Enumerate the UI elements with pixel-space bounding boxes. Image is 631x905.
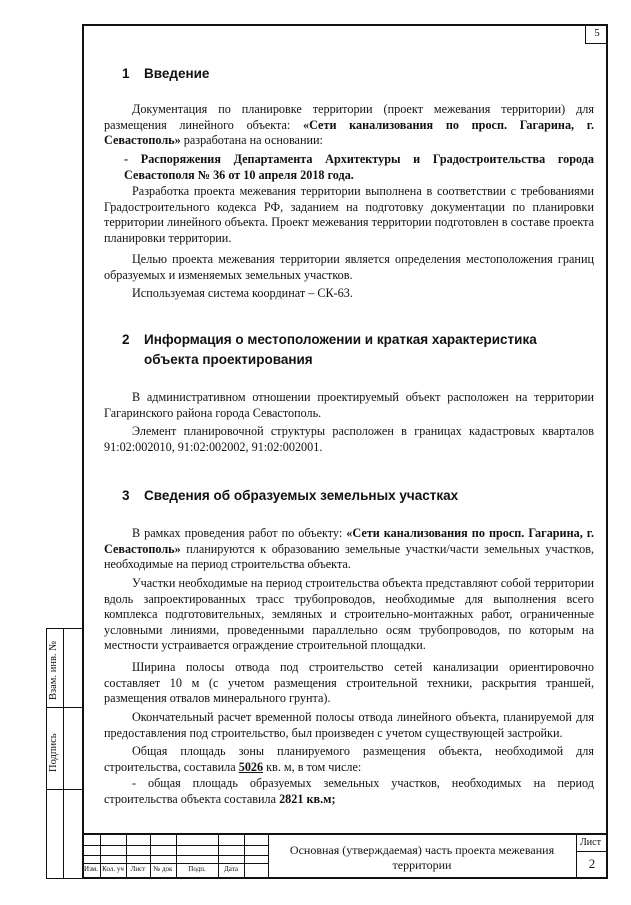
s3-paragraph-5 xyxy=(104,744,594,775)
s1-paragraph-2: Разработка проекта межевания территории выполнена в соответствии с требованиями Градостроительного кодекса РФ, заданием на подготовку документации по планировки территории линейного объекта. Проект межевания территории подготовлен в составе проекта планировки территории. xyxy=(104,184,594,245)
s3-p1-tail: планируются к образованию земельные участки/части земельных участков, необходимые на период строительства объекта. xyxy=(104,541,594,572)
s1-paragraph-1 xyxy=(104,102,594,149)
tb-col-line xyxy=(268,835,269,879)
tb-document-title: Основная (утверждаемая) часть проекта межевания территории xyxy=(289,843,555,872)
tb-col-line xyxy=(576,835,577,879)
s1-bullet: - Распоряжения Департамента Архитектуры и Градостроительства города Севастополя № 36 от 10 апреля 2018 года. xyxy=(124,152,594,182)
tb-col-label: Подп. xyxy=(188,865,206,873)
tb-row-line xyxy=(82,863,268,864)
s3-p5-area: 5026 xyxy=(238,759,264,774)
side-stamp-label-1: Взам. инв. № xyxy=(48,640,59,700)
s3-paragraph-6 xyxy=(104,776,594,807)
side-stamp-label-2: Подпись xyxy=(48,733,59,772)
tb-row-line xyxy=(82,855,268,856)
side-stamp-row-line xyxy=(47,789,82,790)
tb-col-label: Дата xyxy=(224,865,238,873)
tb-col-line xyxy=(244,835,245,879)
s3-p1-object-name: «Сети канализования по просп. Гагарина, г. Севастополь» xyxy=(104,526,594,556)
s3-p6-area: 2821 кв.м; xyxy=(279,791,336,806)
tb-col-label: Лист xyxy=(130,865,146,873)
tb-sheet-line xyxy=(576,851,608,852)
s1-paragraph-4: Используемая система координат – СК-63. xyxy=(132,286,353,300)
tb-sheet-number: 2 xyxy=(588,856,596,871)
side-stamp-row-line xyxy=(47,707,82,708)
s3-p5-text: Общая площадь зоны планируемого размещения объекта, необходимой для строительства, составила xyxy=(104,744,594,774)
s3-paragraph-2: Участки необходимые на период строительства объекта представляют собой территории вдоль запроектированных трасс трубопроводов, необходимые для выполнения всего комплекса подготовительных, земляных и строительно-монтажных работ, ограниченные условными линиями, проведенными параллельно осям трубопроводов, по которым на местности устраивается ограждение строительной площадки. xyxy=(104,576,594,653)
s3-p1-text: В рамках проведения работ по объекту: xyxy=(132,526,347,540)
s3-p6-text: - общая площадь образуемых земельных участков, необходимых на период строительства объекта составила xyxy=(104,776,594,806)
s1-p1-text: Документация по планировке территории (проект межевания территории) для размещения линейного объекта: xyxy=(104,102,594,132)
section-1-heading xyxy=(122,66,209,82)
s1-paragraph-3: Целью проекта межевания территории является определения местоположения границ образуемых и изменяемых земельных участков. xyxy=(104,252,594,282)
s3-paragraph-4: Окончательный расчет временной полосы отвода линейного объекта, планируемой для предоставления под строительство, был произведен с учетом существующей застройки. xyxy=(104,710,594,740)
tb-col-label: Изм. xyxy=(84,865,98,873)
section-2-title: Информация о местоположении и краткая характеристика объекта проектирования xyxy=(144,332,537,367)
s3-p5-tail: кв. м, в том числе: xyxy=(263,759,362,774)
section-1-number: 1 xyxy=(122,66,130,81)
title-block xyxy=(82,833,608,879)
tb-col-label: № док xyxy=(153,865,173,873)
s1-p1-object-name: «Сети канализования по просп. Гагарина, г. Севастополь» xyxy=(104,117,594,148)
s1-p1-tail: разработана на основании: xyxy=(180,133,323,148)
page-number: 5 xyxy=(585,24,608,44)
section-2-heading xyxy=(122,330,594,370)
s3-paragraph-3: Ширина полосы отвода под строительство сетей канализации ориентировочно составляет 10 м (с учетом размещения строительной техники, раскрытия траншей, размещения отвалов минерального грунта). xyxy=(104,660,594,706)
s2-paragraph-2: Элемент планировочной структуры расположен в границах кадастровых кварталов 91:02:002010, 91:02:002002, 91:02:002001. xyxy=(104,424,594,454)
s3-paragraph-1 xyxy=(104,526,594,573)
section-2-number: 2 xyxy=(122,332,130,347)
section-3-heading xyxy=(122,488,458,504)
section-3-title: Сведения об образуемых земельных участках xyxy=(144,488,459,503)
section-1-title: Введение xyxy=(144,66,210,81)
side-stamp-divider xyxy=(63,629,64,878)
tb-col-label: Кол. уч xyxy=(102,865,124,873)
s2-paragraph-1: В административном отношении проектируемый объект расположен на территории Гагаринского района города Севастополь. xyxy=(104,390,594,420)
section-3-number: 3 xyxy=(122,488,130,503)
tb-sheet-label: Лист xyxy=(580,837,601,848)
tb-row-line xyxy=(82,845,268,846)
